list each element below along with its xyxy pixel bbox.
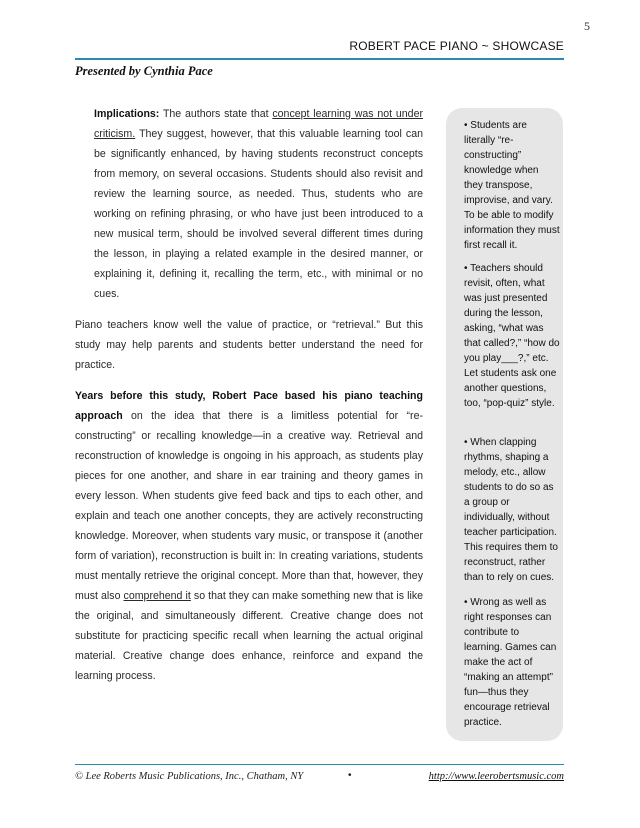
practice-paragraph: Piano teachers know well the value of practice, or “retrieval.” But this study may help parents and students better understand the need for practice. xyxy=(75,319,423,371)
pace-approach-paragraph xyxy=(75,386,423,686)
implications-paragraph xyxy=(94,104,423,304)
header-rule xyxy=(75,58,564,60)
implications-label: Implications: xyxy=(94,108,160,120)
sidebar-tip-2: • Teachers should revisit, often, what was just presented during the lesson, asking, “what was that called?,” “how do you play___?,” etc. Let students ask one another questions, too, “pop-quiz” style. xyxy=(464,263,560,409)
footer-publisher: © Lee Roberts Music Publications, Inc., Chatham, NY xyxy=(75,771,304,782)
footer-separator: • xyxy=(348,770,352,781)
page-number: 5 xyxy=(584,19,590,33)
footer-url-link[interactable]: http://www.leerobertsmusic.com xyxy=(428,771,564,782)
sidebar-tip-1: • Students are literally “re-constructing” knowledge when they transpose, improvise, and vary. To be able to modify information they must first recall it. xyxy=(464,120,560,251)
pace-approach-text-1: on the idea that there is a limitless potential for “re-constructing” or recalling knowledge—in a creative way. Retrieval and reconstruction of knowledge is ongoing in his approach, as students play pieces for one another, and share in ear training and theory games in every lesson. When students give feed back and tips to each other, and explain and teach one another concepts, they are actively reconstructing knowledge. Moreover, when students vary music, or transpose it (another form of variation), reconstruction is built in: In creating variations, students must mentally retrieve the original concept. More than that, however, they must also xyxy=(75,410,423,602)
presenter-byline: Presented by Cynthia Pace xyxy=(75,64,213,78)
sidebar-tip-3: • When clapping rhythms, shaping a melody, etc., allow students to do so as a group or individually, without teacher participation. This requires them to reconstruct, rather than to rely on cues. xyxy=(464,437,558,583)
implications-underlined: concept learning was not under criticism. xyxy=(94,108,423,140)
implications-text-1: The authors state that xyxy=(159,108,273,120)
header-title: ROBERT PACE PIANO ~ SHOWCASE xyxy=(349,39,564,53)
footer-rule xyxy=(75,764,564,765)
pace-approach-text-2: so that they can make something new that is like the original, and simultaneously different. Creative change does not substitute for practicing specific recall when learning the actual original material. Creative change does enhance, reinforce and expand the learning process. xyxy=(75,590,424,682)
pace-approach-lead: Years before this study, Robert Pace based his piano teaching approach xyxy=(75,390,423,422)
pace-approach-underlined: comprehend it xyxy=(123,590,191,602)
sidebar-tip-4: • Wrong as well as right responses can contribute to learning. Games can make the act of “making an attempt” fun—thus they encourage retrieval practice. xyxy=(464,597,557,728)
implications-text-2: They suggest, however, that this valuable learning tool can be significantly enhanced, by having students reconstruct concepts from memory, on several occasions. Students should also revisit and review the learning source, as needed. Thus, students who are working on refining phrasing, or who have just been introduced to a new musical term, should be involved several different times during the lesson, in playing a related example in the desired manner, or explaining it, defining it, recalling the term, etc., with minimal or no cues. xyxy=(94,128,423,300)
